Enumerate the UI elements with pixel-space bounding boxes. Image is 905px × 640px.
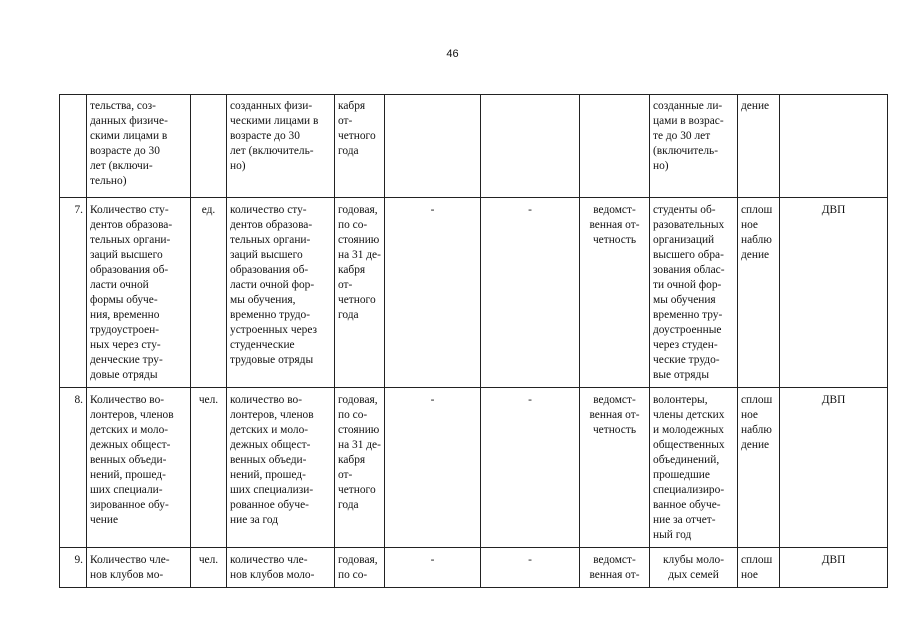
observation-population: волонтеры, члены детских и молодежных общественных объединений, прошедшие специализиро- ванное обуче- ние за отчет- ный год (650, 388, 738, 548)
responsible (780, 95, 888, 198)
indicator-definition: количество чле- нов клубов моло- (227, 548, 335, 588)
periodicity: годовая, по со- стоянию на 31 де- кабря от- четного года (335, 198, 385, 388)
responsible: ДВП (780, 198, 888, 388)
observation-population: студенты об- разовательных организаций высшего обра- зования облас- ти очной фор- мы обучения временно тру- доустроенные через студен- ческие трудо- вые отряды (650, 198, 738, 388)
data-source: ведомст- венная от- (580, 548, 650, 588)
periodicity: кабря от- четного года (335, 95, 385, 198)
indicator-definition: количество во- лонтеров, членов детских и моло- дежных общест- венных объеди- нений, прошед- ших специализи- рованное обуче- ние за год (227, 388, 335, 548)
column-6-value: - (385, 198, 481, 388)
data-source: ведомст- венная от- четность (580, 198, 650, 388)
table-row (60, 95, 888, 198)
row-number: 8. (60, 388, 87, 548)
indicator-name: тельства, соз- данных физиче- скими лицами в возрасте до 30 лет (включи- тельно) (87, 95, 191, 198)
collection-method: сплош ное (738, 548, 780, 588)
column-7-value: - (481, 198, 580, 388)
column-7-value: - (481, 548, 580, 588)
data-source: ведомст- венная от- четность (580, 388, 650, 548)
indicators-table (59, 94, 888, 588)
row-number: 7. (60, 198, 87, 388)
collection-method: сплош ное наблю дение (738, 198, 780, 388)
table-row (60, 198, 888, 388)
observation-population: созданные ли- цами в возрас- те до 30 лет (включитель- но) (650, 95, 738, 198)
column-6-value: - (385, 548, 481, 588)
row-number (60, 95, 87, 198)
indicator-name: Количество сту- дентов образова- тельных органи- заций высшего образования об- ласти очной формы обуче- ния, временно трудоустроен- ных через сту- денческие тру- довые отряды (87, 198, 191, 388)
unit: чел. (191, 548, 227, 588)
periodicity: годовая, по со- (335, 548, 385, 588)
column-6-value: - (385, 388, 481, 548)
table-row (60, 388, 888, 548)
unit (191, 95, 227, 198)
column-7-value (481, 95, 580, 198)
indicator-definition: количество сту- дентов образова- тельных органи- заций высшего образования об- ласти очной фор- мы обучения, временно трудо- устроенных через студенческие трудовые отряды (227, 198, 335, 388)
column-7-value: - (481, 388, 580, 548)
indicator-name: Количество чле- нов клубов мо- (87, 548, 191, 588)
unit: ед. (191, 198, 227, 388)
unit: чел. (191, 388, 227, 548)
column-6-value (385, 95, 481, 198)
data-source (580, 95, 650, 198)
table-row (60, 548, 888, 588)
responsible: ДВП (780, 548, 888, 588)
collection-method: сплош ное наблю дение (738, 388, 780, 548)
periodicity: годовая, по со- стоянию на 31 де- кабря от- четного года (335, 388, 385, 548)
collection-method: дение (738, 95, 780, 198)
page-number: 46 (446, 48, 459, 60)
responsible: ДВП (780, 388, 888, 548)
row-number: 9. (60, 548, 87, 588)
observation-population: клубы моло- дых семей (650, 548, 738, 588)
indicator-definition: созданных физи- ческими лицами в возрасте до 30 лет (включитель- но) (227, 95, 335, 198)
indicator-name: Количество во- лонтеров, членов детских и моло- дежных общест- венных объеди- нений, прошед- ших специали- зированное обу- чение (87, 388, 191, 548)
